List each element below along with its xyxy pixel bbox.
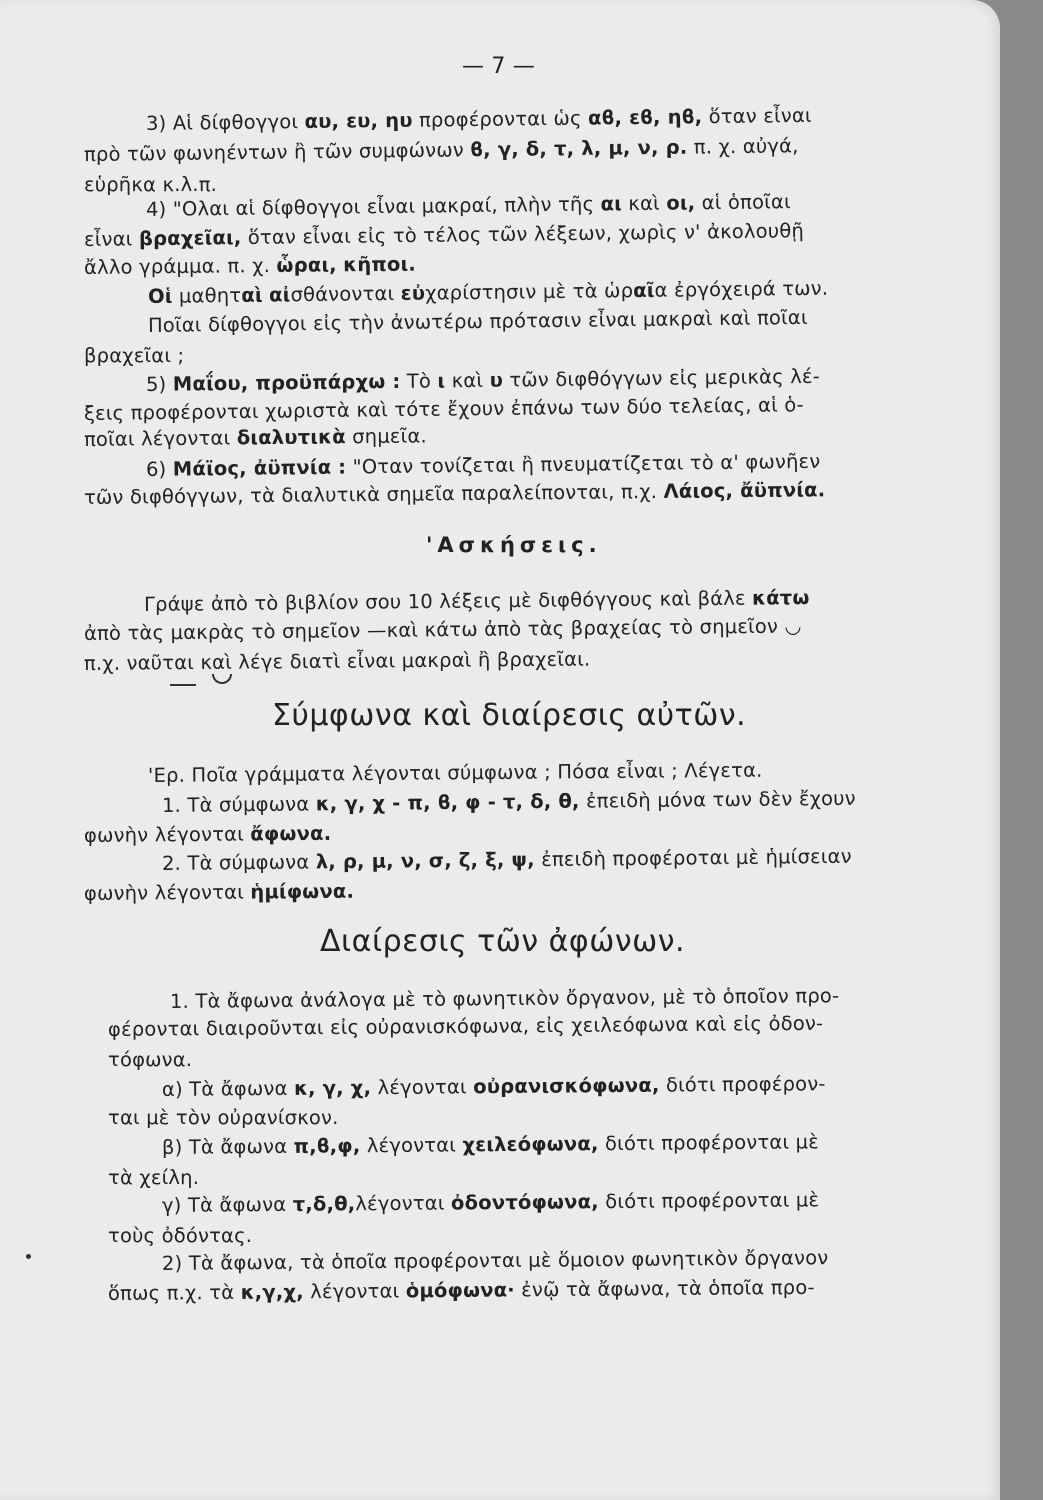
ink-speck [26, 1254, 31, 1259]
division-c-line-2: τοὺς ὀδόντας. [108, 1224, 253, 1247]
rule-4-line-3: ἄλλο γράμμα. π. χ. ὧραι, κῆποι. [83, 252, 417, 279]
exercise-line-3: π.χ. ναῦται καὶ λέγε διατὶ εἶναι μακραὶ ἢ βραχεῖαι. [83, 647, 591, 675]
division-b-line-2: τὰ χείλη. [108, 1166, 200, 1189]
rule-6-line-1: 6) Μάϊος, ἀϋπνία : "Οταν τονίζεται ἢ πνευματίζεται τὸ α' φωνῆεν [145, 449, 821, 481]
page-number: — 7 — [462, 54, 535, 79]
division-rule-2-line-1: 2) Τὰ ἄφωνα, τὰ ὁποῖα προφέρονται μὲ ὅμοιον φωνητικὸν ὄργανον [161, 1246, 829, 1275]
consonants-rule-2-line-1: 2. Τὰ σύμφωνα λ, ρ, μ, ν, σ, ζ, ξ, ψ, ἐπειδὴ προφέροται μὲ ἡμίσειαν [161, 844, 852, 875]
rule-5-line-3: ποῖαι λέγονται διαλυτικὰ σημεῖα. [83, 424, 427, 451]
division-rule-1-line-1: 1. Τὰ ἄφωνα ἀνάλογα μὲ τὸ φωνητικὸν ὄργανον, μὲ τὸ ὁποῖον προ- [169, 984, 840, 1013]
division-c-line-1: γ) Τὰ ἄφωνα τ,δ,θ,λέγονται ὀδοντόφωνα, διότι προφέρονται μὲ [161, 1188, 820, 1217]
division-rule-1-line-2: φέρονται διαιροῦνται εἰς οὐρανισκόφωνα, εἰς χειλεόφωνα καὶ εἰς ὀδον- [107, 1011, 824, 1041]
rule-4-line-2: εἶναι βραχεῖαι, ὅταν εἶναι εἰς τὸ τέλος τῶν λέξεων, χωρὶς ν' ἀκολουθῇ [83, 219, 805, 251]
division-rule-1-line-3: τόφωνα. [108, 1048, 193, 1071]
division-a-line-2: ται μὲ τὸν οὐρανίσκον. [108, 1106, 339, 1129]
exercises-heading: 'Ασκήσεις. [426, 533, 602, 557]
rule-4-question: Ποῖαι δίφθογγοι εἰς τὴν ἀνωτέρω πρότασιν εἶναι μακραὶ καὶ ποῖαι [147, 305, 808, 337]
consonants-heading: Σύμφωνα καὶ διαίρεσις αὐτῶν. [272, 698, 747, 733]
rule-4-example-sentence: Οἱ μαθηταὶ αἰσθάνονται εὐχαρίστησιν μὲ τὰ ὡραῖα ἐργόχειρά των. [147, 276, 829, 308]
rule-5-line-2: ξεις προφέρονται χωριστὰ καὶ τότε ἔχουν ἐπάνω των δύο τελείας, αἱ ὁ- [83, 393, 804, 425]
rule-4-line-1: 4) "Ολαι αἱ δίφθογγοι εἶναι μακραί, πλὴν τῆς αι καὶ οι, αἱ ὁποῖαι [145, 190, 791, 221]
exercise-line-2: ἀπὸ τὰς μακρὰς τὸ σημεῖον —καὶ κάτω ἀπὸ τὰς βραχείας τὸ σημεῖον ◡ [83, 614, 802, 645]
rule-3-line-1: 3) Αἱ δίφθογγοι αυ, ευ, ηυ προφέρονται ὡς αϐ, εϐ, ηϐ, ὅταν εἶναι [145, 103, 812, 135]
rule-3-line-3: εὑρῆκα κ.λ.π. [84, 173, 218, 196]
rule-5-line-1: 5) Μαΐου, προϋπάρχω : Τὸ ι καὶ υ τῶν διφθόγγων εἰς μερικὰς λέ- [145, 364, 821, 396]
division-heading: Διαίρεσις τῶν ἀφώνων. [320, 924, 686, 959]
consonants-rule-2-line-2: φωνὴν λέγονται ἡμίφωνα. [83, 879, 355, 905]
consonants-question: 'Ερ. Ποῖα γράμματα λέγονται σύμφωνα ; Πόσα εἶναι ; Λέγετα. [147, 758, 763, 787]
short-mark-symbol [212, 674, 232, 684]
division-rule-2-line-2: ὅπως π.χ. τὰ κ,γ,χ, λέγονται ὁμόφωνα· ἐνῷ τὰ ἄφωνα, τὰ ὁποῖα προ- [107, 1275, 815, 1305]
rule-6-line-2: τῶν διφθόγγων, τὰ διαλυτικὰ σημεῖα παραλείπονται, π.χ. Λάιος, ἄϋπνία. [83, 478, 826, 509]
long-mark-symbol [170, 684, 196, 686]
consonants-rule-1-line-2: φωνὴν λέγονται ἄφωνα. [83, 821, 332, 847]
rule-4-question-end: βραχεῖαι ; [84, 344, 185, 367]
division-a-line-1: α) Τὰ ἄφωνα κ, γ, χ, λέγονται οὐρανισκόφωνα, διότι προφέρον- [161, 1072, 826, 1101]
exercise-line-1: Γράψε ἀπὸ τὸ βιβλίον σου 10 λέξεις μὲ διφθόγγους καὶ βάλε κάτω [143, 586, 810, 616]
consonants-rule-1-line-1: 1. Τὰ σύμφωνα κ, γ, χ - π, ϐ, φ - τ, δ, θ, ἐπειδὴ μόνα των δὲν ἔχουν [161, 786, 856, 817]
division-b-line-1: β) Τὰ ἄφωνα π,ϐ,φ, λέγονται χειλεόφωνα, διότι προφέρονται μὲ [161, 1130, 820, 1159]
rule-3-line-2: πρὸ τῶν φωνηέντων ἢ τῶν συμφώνων ϐ, γ, δ, τ, λ, μ, ν, ρ. π. χ. αὐγά, [83, 134, 799, 166]
